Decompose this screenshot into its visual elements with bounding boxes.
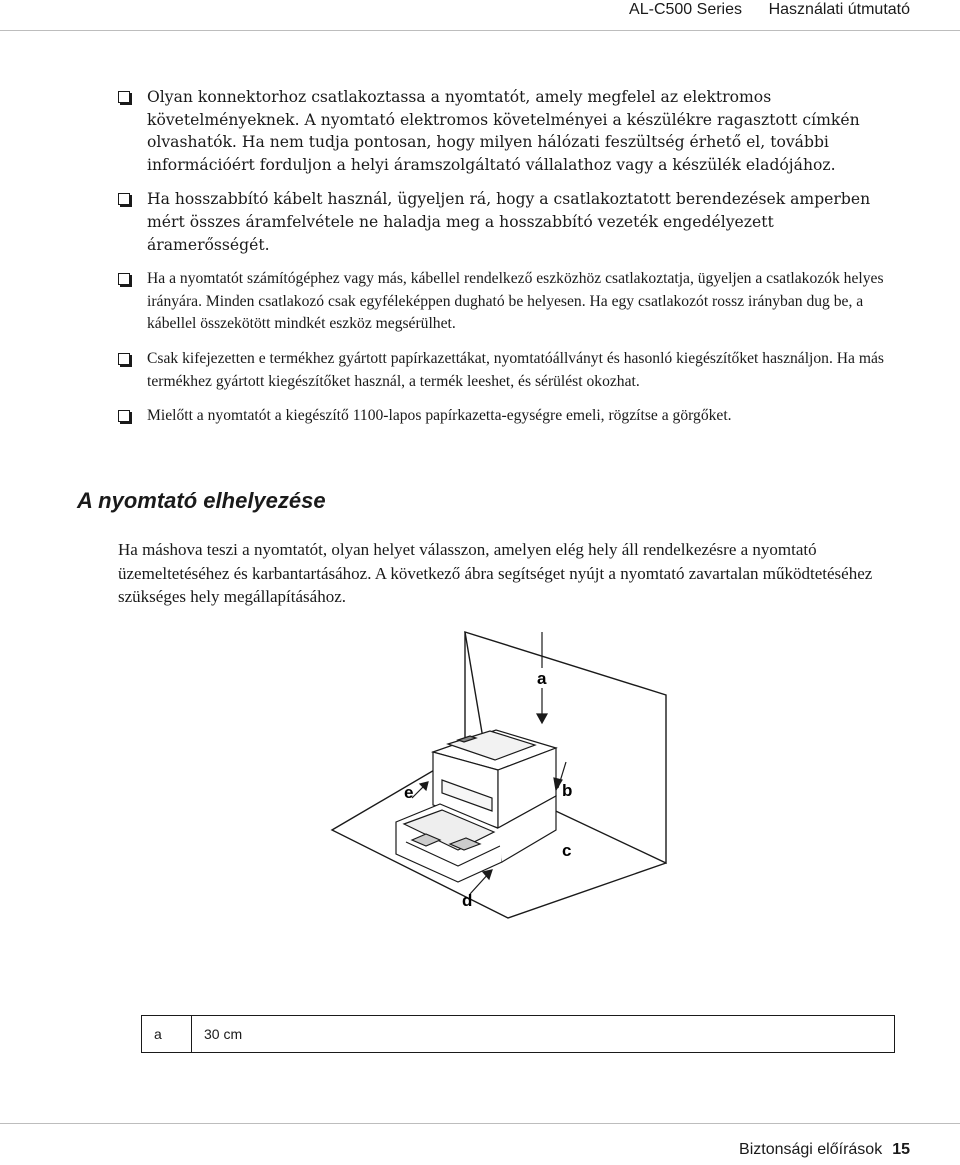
header-divider (0, 30, 960, 31)
label-a: a (537, 669, 547, 688)
list-item (118, 268, 890, 336)
table-value: 30 cm (204, 1026, 243, 1042)
header-guide: Használati útmutató (768, 1, 910, 18)
checkbox-bullet-icon (118, 353, 130, 365)
checkbox-bullet-icon (118, 273, 130, 285)
section-intro: Ha máshova teszi a nyomtatót, olyan helyet válasszon, amelyen elég hely áll rendelkezésre a nyomtató üzemeltetéséhez és karbantartásához. A következő ábra segítséget nyújt a nyomtató zavartalan működtetéséhez szükséges hely megállapításához. (118, 540, 873, 607)
label-d: d (462, 891, 473, 910)
page-number: 15 (892, 1141, 910, 1158)
page-header (0, 0, 960, 30)
list-item (118, 405, 890, 428)
printer-illustration (396, 730, 556, 882)
page-footer (739, 1141, 910, 1159)
list-item (118, 86, 890, 176)
checkbox-bullet-icon (118, 91, 130, 103)
table-key-cell (142, 1016, 192, 1052)
label-c: c (562, 841, 572, 860)
list-item-text: Olyan konnektorhoz csatlakoztassa a nyomtatót, amely megfelel az elektromos követelményeknek. A nyomtató elektromos követelményei a készülékre ragasztott címkén olvashatók. Ha nem tudja pontosan, hogy milyen hálózati feszültség érhető el, további információért forduljon a helyi áramszolgáltató vállalathoz vagy a készülék eladójához. (147, 88, 860, 174)
checkbox-bullet-icon (118, 193, 130, 205)
header-series: AL-C500 Series (629, 1, 742, 18)
label-e: e (404, 783, 414, 802)
table-value-cell (192, 1016, 894, 1052)
clearance-table (141, 1015, 895, 1053)
list-item-text: Ha hosszabbító kábelt használ, ügyeljen rá, hogy a csatlakoztatott berendezések amperben mért összes áramfelvétele ne haladja meg a hosszabbító vezeték engedélyezett áramerősségét. (147, 190, 871, 254)
printer-clearance-diagram (330, 630, 670, 920)
table-key: a (154, 1026, 162, 1042)
footer-divider (0, 1123, 960, 1124)
footer-section: Biztonsági előírások (739, 1141, 883, 1158)
safety-bullet-list (118, 86, 890, 440)
list-item-text: Mielőtt a nyomtatót a kiegészítő 1100-lapos papírkazetta-egységre emeli, rögzítse a görgőket. (147, 407, 732, 425)
arrow-e (412, 782, 428, 798)
list-item-text: Csak kifejezetten e termékhez gyártott papírkazettákat, nyomtatóállványt és hasonló kiegészítőket használjon. Ha más termékhez gyártott kiegészítőket használ, a termék leeshet, és sérülést okozhat. (147, 349, 884, 390)
list-item (118, 348, 890, 393)
section-title: A nyomtató elhelyezése (77, 488, 326, 513)
list-item-text: Ha a nyomtatót számítógéphez vagy más, kábellel rendelkező eszközhöz csatlakoztatja, ügyeljen a csatlakozók helyes irányára. Minden csatlakozó csak egyféleképpen dugható be helyesen. Ha egy csatlakozót rossz irányban dug be, a kábellel összekötött mindkét eszköz megsérülhet. (147, 270, 884, 333)
checkbox-bullet-icon (118, 410, 130, 422)
label-b: b (562, 781, 573, 800)
list-item (118, 188, 890, 256)
